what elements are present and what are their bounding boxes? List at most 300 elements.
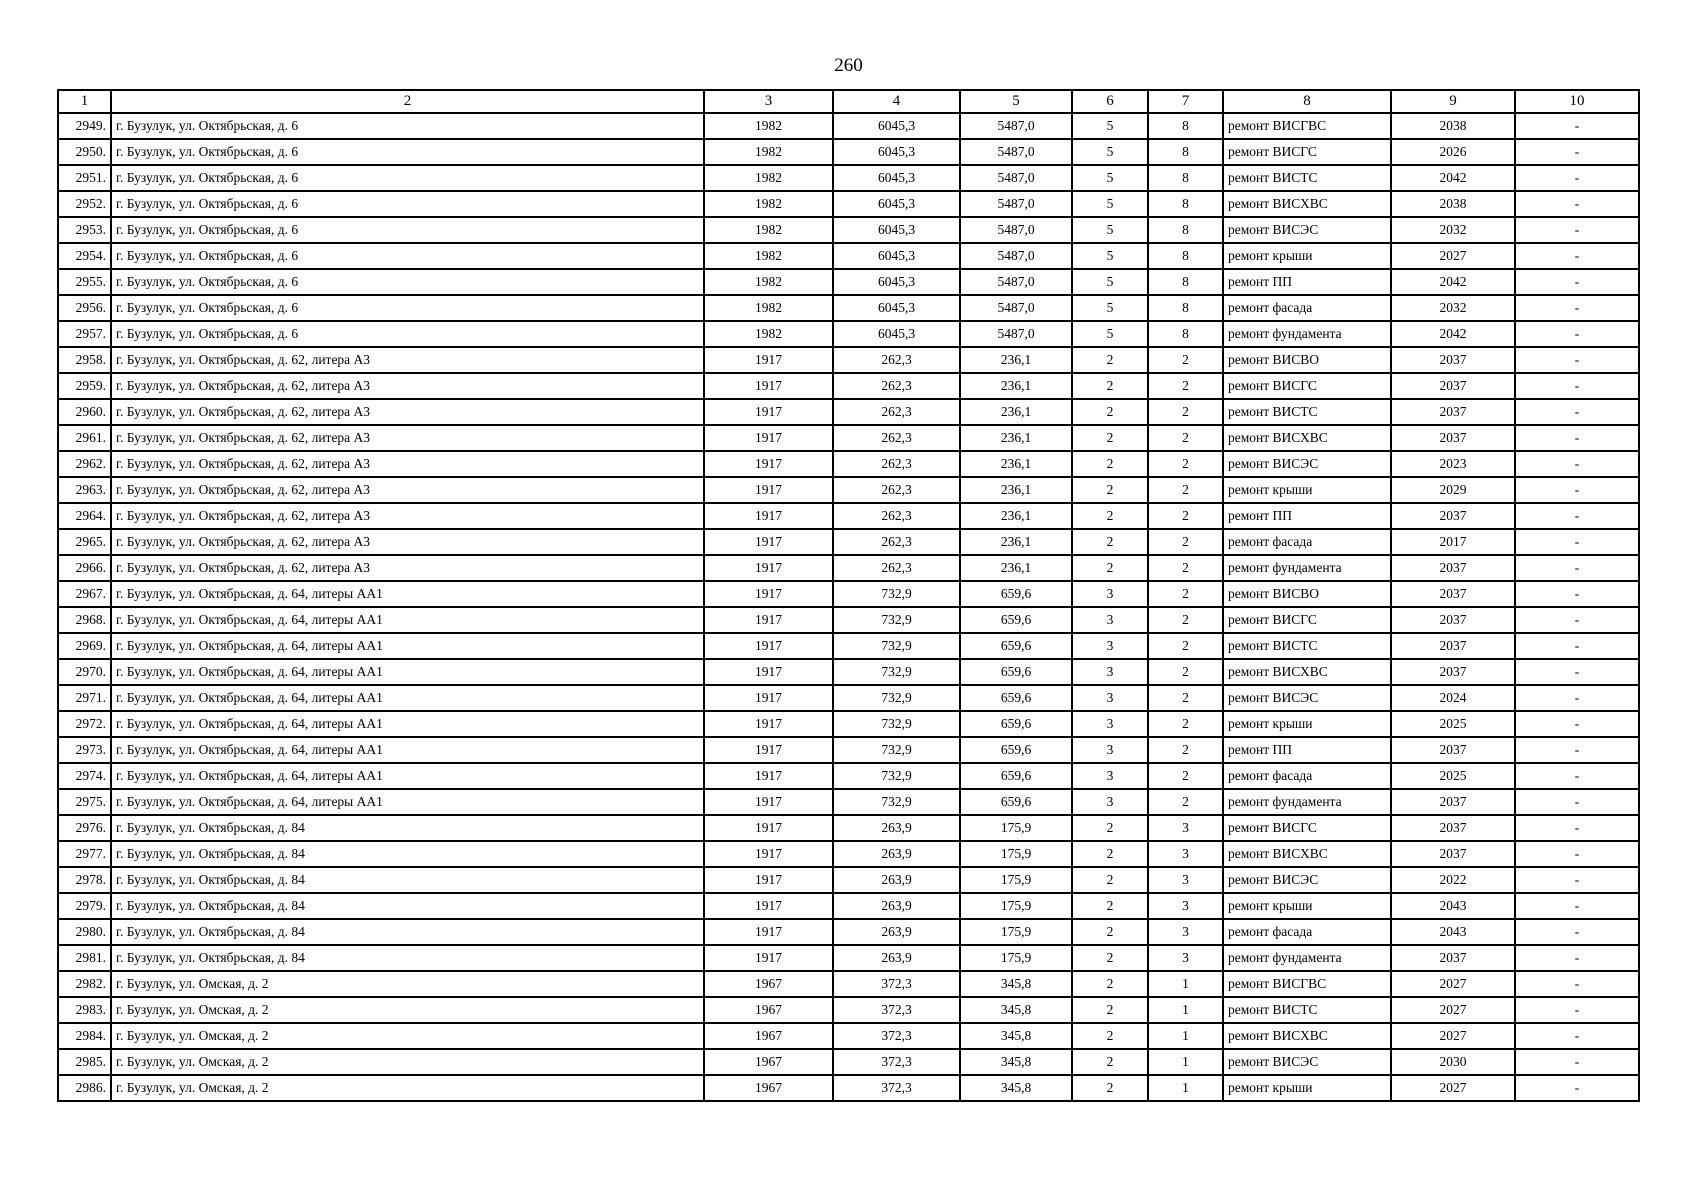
note-cell: -: [1515, 919, 1639, 945]
floors-cell: 2: [1072, 529, 1148, 555]
work-type-cell: ремонт ВИСХВС: [1223, 425, 1391, 451]
work-type-cell: ремонт ВИСГС: [1223, 139, 1391, 165]
note-cell: -: [1515, 503, 1639, 529]
table-row: [58, 815, 1639, 841]
address-cell: г. Бузулук, ул. Октябрьская, д. 84: [111, 919, 704, 945]
work-type-cell: ремонт ПП: [1223, 503, 1391, 529]
planned-year-cell: 2037: [1391, 815, 1515, 841]
entrances-cell: 8: [1148, 295, 1223, 321]
total-area-cell: 6045,3: [833, 321, 960, 347]
planned-year-cell: 2025: [1391, 763, 1515, 789]
address-cell: г. Бузулук, ул. Октябрьская, д. 64, литеры АА1: [111, 737, 704, 763]
address-cell: г. Бузулук, ул. Омская, д. 2: [111, 997, 704, 1023]
total-area-cell: 263,9: [833, 893, 960, 919]
note-cell: -: [1515, 633, 1639, 659]
address-cell: г. Бузулук, ул. Октябрьская, д. 64, литеры АА1: [111, 763, 704, 789]
floors-cell: 2: [1072, 347, 1148, 373]
address-cell: г. Бузулук, ул. Октябрьская, д. 62, литера А3: [111, 399, 704, 425]
address-cell: г. Бузулук, ул. Октябрьская, д. 64, литеры АА1: [111, 685, 704, 711]
row-number-cell: 2950.: [58, 139, 111, 165]
address-cell: г. Бузулук, ул. Октябрьская, д. 6: [111, 191, 704, 217]
floors-cell: 3: [1072, 581, 1148, 607]
entrances-cell: 8: [1148, 139, 1223, 165]
living-area-cell: 236,1: [960, 425, 1072, 451]
planned-year-cell: 2032: [1391, 295, 1515, 321]
floors-cell: 2: [1072, 815, 1148, 841]
total-area-cell: 732,9: [833, 685, 960, 711]
total-area-cell: 372,3: [833, 1049, 960, 1075]
living-area-cell: 345,8: [960, 997, 1072, 1023]
table-row: [58, 867, 1639, 893]
work-type-cell: ремонт фасада: [1223, 919, 1391, 945]
year-cell: 1982: [704, 321, 833, 347]
row-number-cell: 2963.: [58, 477, 111, 503]
note-cell: -: [1515, 1049, 1639, 1075]
address-cell: г. Бузулук, ул. Октябрьская, д. 64, литеры АА1: [111, 789, 704, 815]
total-area-cell: 263,9: [833, 867, 960, 893]
entrances-cell: 3: [1148, 945, 1223, 971]
entrances-cell: 1: [1148, 1023, 1223, 1049]
total-area-cell: 372,3: [833, 1023, 960, 1049]
note-cell: -: [1515, 1075, 1639, 1101]
entrances-cell: 2: [1148, 425, 1223, 451]
table-row: [58, 217, 1639, 243]
address-cell: г. Бузулук, ул. Октябрьская, д. 84: [111, 893, 704, 919]
entrances-cell: 2: [1148, 763, 1223, 789]
work-type-cell: ремонт ПП: [1223, 269, 1391, 295]
address-cell: г. Бузулук, ул. Октябрьская, д. 6: [111, 217, 704, 243]
year-cell: 1917: [704, 685, 833, 711]
row-number-cell: 2951.: [58, 165, 111, 191]
work-type-cell: ремонт ВИСТС: [1223, 997, 1391, 1023]
table-row: [58, 789, 1639, 815]
column-header: 5: [960, 90, 1072, 113]
planned-year-cell: 2042: [1391, 165, 1515, 191]
entrances-cell: 8: [1148, 113, 1223, 139]
table-row: [58, 841, 1639, 867]
note-cell: -: [1515, 243, 1639, 269]
address-cell: г. Бузулук, ул. Октябрьская, д. 6: [111, 269, 704, 295]
year-cell: 1982: [704, 217, 833, 243]
column-header: 10: [1515, 90, 1639, 113]
work-type-cell: ремонт ВИСЭС: [1223, 685, 1391, 711]
floors-cell: 2: [1072, 893, 1148, 919]
total-area-cell: 263,9: [833, 945, 960, 971]
floors-cell: 5: [1072, 321, 1148, 347]
table-row: [58, 763, 1639, 789]
address-cell: г. Бузулук, ул. Октябрьская, д. 6: [111, 321, 704, 347]
year-cell: 1982: [704, 295, 833, 321]
planned-year-cell: 2043: [1391, 919, 1515, 945]
total-area-cell: 262,3: [833, 529, 960, 555]
row-number-cell: 2970.: [58, 659, 111, 685]
work-type-cell: ремонт ВИСХВС: [1223, 659, 1391, 685]
work-type-cell: ремонт ВИСГС: [1223, 373, 1391, 399]
table-row: [58, 425, 1639, 451]
row-number-cell: 2974.: [58, 763, 111, 789]
year-cell: 1917: [704, 789, 833, 815]
planned-year-cell: 2037: [1391, 633, 1515, 659]
column-header: 2: [111, 90, 704, 113]
repair-schedule-table: [57, 89, 1640, 1102]
table-row: [58, 971, 1639, 997]
planned-year-cell: 2037: [1391, 789, 1515, 815]
note-cell: -: [1515, 997, 1639, 1023]
table-body: [58, 113, 1639, 1101]
living-area-cell: 5487,0: [960, 139, 1072, 165]
note-cell: -: [1515, 555, 1639, 581]
entrances-cell: 1: [1148, 971, 1223, 997]
living-area-cell: 5487,0: [960, 165, 1072, 191]
planned-year-cell: 2042: [1391, 269, 1515, 295]
living-area-cell: 175,9: [960, 815, 1072, 841]
total-area-cell: 6045,3: [833, 217, 960, 243]
year-cell: 1982: [704, 269, 833, 295]
table-row: [58, 503, 1639, 529]
note-cell: -: [1515, 191, 1639, 217]
planned-year-cell: 2037: [1391, 399, 1515, 425]
floors-cell: 2: [1072, 1049, 1148, 1075]
address-cell: г. Бузулук, ул. Октябрьская, д. 6: [111, 165, 704, 191]
floors-cell: 5: [1072, 165, 1148, 191]
note-cell: -: [1515, 373, 1639, 399]
column-header: 3: [704, 90, 833, 113]
year-cell: 1917: [704, 737, 833, 763]
note-cell: -: [1515, 945, 1639, 971]
table-row: [58, 607, 1639, 633]
entrances-cell: 2: [1148, 399, 1223, 425]
entrances-cell: 2: [1148, 477, 1223, 503]
address-cell: г. Бузулук, ул. Октябрьская, д. 64, литеры АА1: [111, 581, 704, 607]
entrances-cell: 2: [1148, 581, 1223, 607]
living-area-cell: 5487,0: [960, 269, 1072, 295]
row-number-cell: 2971.: [58, 685, 111, 711]
total-area-cell: 6045,3: [833, 191, 960, 217]
living-area-cell: 175,9: [960, 841, 1072, 867]
living-area-cell: 659,6: [960, 581, 1072, 607]
year-cell: 1967: [704, 1023, 833, 1049]
total-area-cell: 732,9: [833, 711, 960, 737]
address-cell: г. Бузулук, ул. Октябрьская, д. 62, литера А3: [111, 373, 704, 399]
table-row: [58, 113, 1639, 139]
entrances-cell: 8: [1148, 165, 1223, 191]
column-header: 1: [58, 90, 111, 113]
work-type-cell: ремонт ПП: [1223, 737, 1391, 763]
year-cell: 1917: [704, 815, 833, 841]
row-number-cell: 2958.: [58, 347, 111, 373]
table-row: [58, 633, 1639, 659]
year-cell: 1982: [704, 113, 833, 139]
column-header: 4: [833, 90, 960, 113]
note-cell: -: [1515, 165, 1639, 191]
living-area-cell: 236,1: [960, 555, 1072, 581]
row-number-cell: 2962.: [58, 451, 111, 477]
total-area-cell: 6045,3: [833, 113, 960, 139]
table-row: [58, 1023, 1639, 1049]
address-cell: г. Бузулук, ул. Октябрьская, д. 64, литеры АА1: [111, 659, 704, 685]
row-number-cell: 2961.: [58, 425, 111, 451]
table-row: [58, 997, 1639, 1023]
living-area-cell: 345,8: [960, 1075, 1072, 1101]
year-cell: 1917: [704, 633, 833, 659]
year-cell: 1967: [704, 1075, 833, 1101]
row-number-cell: 2964.: [58, 503, 111, 529]
row-number-cell: 2957.: [58, 321, 111, 347]
planned-year-cell: 2037: [1391, 737, 1515, 763]
total-area-cell: 372,3: [833, 971, 960, 997]
year-cell: 1917: [704, 451, 833, 477]
living-area-cell: 659,6: [960, 711, 1072, 737]
floors-cell: 2: [1072, 997, 1148, 1023]
year-cell: 1982: [704, 191, 833, 217]
entrances-cell: 2: [1148, 711, 1223, 737]
year-cell: 1917: [704, 425, 833, 451]
floors-cell: 2: [1072, 451, 1148, 477]
floors-cell: 2: [1072, 399, 1148, 425]
planned-year-cell: 2037: [1391, 659, 1515, 685]
table-row: [58, 451, 1639, 477]
year-cell: 1917: [704, 841, 833, 867]
total-area-cell: 6045,3: [833, 139, 960, 165]
row-number-cell: 2968.: [58, 607, 111, 633]
entrances-cell: 2: [1148, 789, 1223, 815]
work-type-cell: ремонт фасада: [1223, 763, 1391, 789]
work-type-cell: ремонт крыши: [1223, 477, 1391, 503]
total-area-cell: 262,3: [833, 555, 960, 581]
note-cell: -: [1515, 789, 1639, 815]
table-row: [58, 399, 1639, 425]
note-cell: -: [1515, 659, 1639, 685]
work-type-cell: ремонт ВИСТС: [1223, 633, 1391, 659]
table-row: [58, 685, 1639, 711]
floors-cell: 2: [1072, 1023, 1148, 1049]
living-area-cell: 236,1: [960, 503, 1072, 529]
note-cell: -: [1515, 347, 1639, 373]
row-number-cell: 2956.: [58, 295, 111, 321]
entrances-cell: 2: [1148, 503, 1223, 529]
entrances-cell: 2: [1148, 685, 1223, 711]
row-number-cell: 2965.: [58, 529, 111, 555]
address-cell: г. Бузулук, ул. Омская, д. 2: [111, 1023, 704, 1049]
planned-year-cell: 2030: [1391, 1049, 1515, 1075]
floors-cell: 3: [1072, 789, 1148, 815]
year-cell: 1917: [704, 503, 833, 529]
address-cell: г. Бузулук, ул. Омская, д. 2: [111, 971, 704, 997]
table-row: [58, 529, 1639, 555]
page-number: 260: [834, 55, 863, 76]
note-cell: -: [1515, 737, 1639, 763]
year-cell: 1917: [704, 581, 833, 607]
year-cell: 1917: [704, 919, 833, 945]
row-number-cell: 2969.: [58, 633, 111, 659]
year-cell: 1917: [704, 711, 833, 737]
column-header: 9: [1391, 90, 1515, 113]
row-number-cell: 2986.: [58, 1075, 111, 1101]
row-number-cell: 2984.: [58, 1023, 111, 1049]
work-type-cell: ремонт ВИСХВС: [1223, 191, 1391, 217]
planned-year-cell: 2037: [1391, 425, 1515, 451]
living-area-cell: 659,6: [960, 789, 1072, 815]
work-type-cell: ремонт ВИСХВС: [1223, 841, 1391, 867]
note-cell: -: [1515, 477, 1639, 503]
row-number-cell: 2981.: [58, 945, 111, 971]
living-area-cell: 236,1: [960, 451, 1072, 477]
work-type-cell: ремонт ВИСГС: [1223, 607, 1391, 633]
living-area-cell: 659,6: [960, 633, 1072, 659]
planned-year-cell: 2037: [1391, 373, 1515, 399]
floors-cell: 5: [1072, 191, 1148, 217]
entrances-cell: 2: [1148, 659, 1223, 685]
living-area-cell: 236,1: [960, 347, 1072, 373]
work-type-cell: ремонт ВИСЭС: [1223, 217, 1391, 243]
work-type-cell: ремонт ВИСЭС: [1223, 867, 1391, 893]
planned-year-cell: 2027: [1391, 971, 1515, 997]
entrances-cell: 2: [1148, 451, 1223, 477]
living-area-cell: 236,1: [960, 477, 1072, 503]
entrances-cell: 3: [1148, 841, 1223, 867]
floors-cell: 3: [1072, 659, 1148, 685]
living-area-cell: 5487,0: [960, 295, 1072, 321]
row-number-cell: 2978.: [58, 867, 111, 893]
row-number-cell: 2972.: [58, 711, 111, 737]
row-number-cell: 2960.: [58, 399, 111, 425]
entrances-cell: 2: [1148, 633, 1223, 659]
note-cell: -: [1515, 763, 1639, 789]
column-header: 8: [1223, 90, 1391, 113]
planned-year-cell: 2022: [1391, 867, 1515, 893]
table-row: [58, 555, 1639, 581]
work-type-cell: ремонт ВИСГВС: [1223, 971, 1391, 997]
planned-year-cell: 2037: [1391, 347, 1515, 373]
total-area-cell: 263,9: [833, 815, 960, 841]
work-type-cell: ремонт фундамента: [1223, 789, 1391, 815]
planned-year-cell: 2032: [1391, 217, 1515, 243]
planned-year-cell: 2029: [1391, 477, 1515, 503]
entrances-cell: 8: [1148, 269, 1223, 295]
planned-year-cell: 2043: [1391, 893, 1515, 919]
floors-cell: 2: [1072, 945, 1148, 971]
total-area-cell: 732,9: [833, 607, 960, 633]
floors-cell: 5: [1072, 139, 1148, 165]
note-cell: -: [1515, 711, 1639, 737]
living-area-cell: 345,8: [960, 1023, 1072, 1049]
planned-year-cell: 2027: [1391, 243, 1515, 269]
total-area-cell: 372,3: [833, 1075, 960, 1101]
note-cell: -: [1515, 893, 1639, 919]
year-cell: 1917: [704, 477, 833, 503]
table-row: [58, 581, 1639, 607]
living-area-cell: 659,6: [960, 685, 1072, 711]
address-cell: г. Бузулук, ул. Омская, д. 2: [111, 1075, 704, 1101]
row-number-cell: 2976.: [58, 815, 111, 841]
living-area-cell: 659,6: [960, 763, 1072, 789]
row-number-cell: 2954.: [58, 243, 111, 269]
note-cell: -: [1515, 399, 1639, 425]
year-cell: 1917: [704, 399, 833, 425]
table-row: [58, 165, 1639, 191]
table-row: [58, 737, 1639, 763]
work-type-cell: ремонт крыши: [1223, 1075, 1391, 1101]
entrances-cell: 8: [1148, 243, 1223, 269]
living-area-cell: 345,8: [960, 1049, 1072, 1075]
note-cell: -: [1515, 321, 1639, 347]
note-cell: -: [1515, 425, 1639, 451]
living-area-cell: 5487,0: [960, 243, 1072, 269]
total-area-cell: 6045,3: [833, 165, 960, 191]
year-cell: 1917: [704, 659, 833, 685]
note-cell: -: [1515, 217, 1639, 243]
table-row: [58, 659, 1639, 685]
address-cell: г. Бузулук, ул. Октябрьская, д. 6: [111, 139, 704, 165]
entrances-cell: 3: [1148, 815, 1223, 841]
address-cell: г. Бузулук, ул. Октябрьская, д. 62, литера А3: [111, 529, 704, 555]
entrances-cell: 8: [1148, 191, 1223, 217]
living-area-cell: 659,6: [960, 659, 1072, 685]
table-row: [58, 321, 1639, 347]
living-area-cell: 659,6: [960, 607, 1072, 633]
living-area-cell: 5487,0: [960, 191, 1072, 217]
entrances-cell: 2: [1148, 347, 1223, 373]
year-cell: 1917: [704, 945, 833, 971]
address-cell: г. Бузулук, ул. Октябрьская, д. 62, литера А3: [111, 347, 704, 373]
row-number-cell: 2953.: [58, 217, 111, 243]
total-area-cell: 732,9: [833, 789, 960, 815]
planned-year-cell: 2017: [1391, 529, 1515, 555]
floors-cell: 2: [1072, 919, 1148, 945]
year-cell: 1982: [704, 139, 833, 165]
entrances-cell: 8: [1148, 217, 1223, 243]
work-type-cell: ремонт ВИСГВС: [1223, 113, 1391, 139]
table-row: [58, 1075, 1639, 1101]
work-type-cell: ремонт крыши: [1223, 243, 1391, 269]
row-number-cell: 2983.: [58, 997, 111, 1023]
year-cell: 1917: [704, 347, 833, 373]
planned-year-cell: 2037: [1391, 581, 1515, 607]
entrances-cell: 2: [1148, 737, 1223, 763]
total-area-cell: 6045,3: [833, 295, 960, 321]
floors-cell: 3: [1072, 633, 1148, 659]
year-cell: 1917: [704, 555, 833, 581]
planned-year-cell: 2025: [1391, 711, 1515, 737]
total-area-cell: 262,3: [833, 425, 960, 451]
living-area-cell: 175,9: [960, 919, 1072, 945]
work-type-cell: ремонт ВИСХВС: [1223, 1023, 1391, 1049]
row-number-cell: 2982.: [58, 971, 111, 997]
total-area-cell: 732,9: [833, 737, 960, 763]
floors-cell: 2: [1072, 425, 1148, 451]
planned-year-cell: 2042: [1391, 321, 1515, 347]
year-cell: 1967: [704, 997, 833, 1023]
year-cell: 1917: [704, 893, 833, 919]
planned-year-cell: 2024: [1391, 685, 1515, 711]
table-row: [58, 191, 1639, 217]
total-area-cell: 732,9: [833, 763, 960, 789]
work-type-cell: ремонт ВИСЭС: [1223, 451, 1391, 477]
floors-cell: 2: [1072, 841, 1148, 867]
address-cell: г. Бузулук, ул. Октябрьская, д. 84: [111, 815, 704, 841]
planned-year-cell: 2037: [1391, 945, 1515, 971]
table-row: [58, 477, 1639, 503]
work-type-cell: ремонт ВИСЭС: [1223, 1049, 1391, 1075]
note-cell: -: [1515, 581, 1639, 607]
note-cell: -: [1515, 971, 1639, 997]
year-cell: 1917: [704, 867, 833, 893]
table-row: [58, 295, 1639, 321]
floors-cell: 2: [1072, 867, 1148, 893]
note-cell: -: [1515, 295, 1639, 321]
address-cell: г. Бузулук, ул. Омская, д. 2: [111, 1049, 704, 1075]
year-cell: 1967: [704, 971, 833, 997]
